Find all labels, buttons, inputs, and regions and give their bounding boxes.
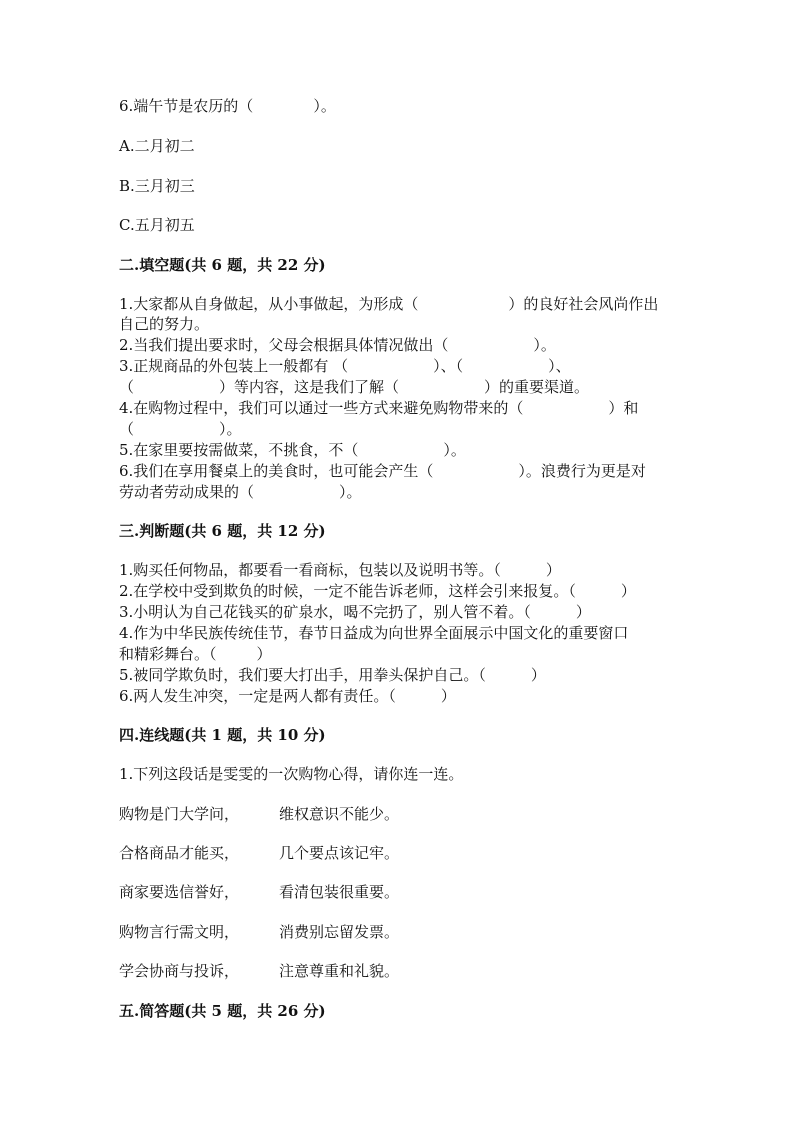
fill-line-3: 2.当我们提出要求时，父母会根据具体情况做出（ ）。 [119, 336, 556, 354]
judge-line-5: 和精彩舞台。（ ） [119, 645, 272, 663]
judge-line-2: 2.在学校中受到欺负的时候，一定不能告诉老师，这样会引来报复。（ ） [119, 582, 636, 600]
match-right-3: 看清包装很重要。 [279, 883, 400, 901]
match-left-4: 购物言行需文明， [119, 923, 240, 941]
option-c: C.五月初五 [119, 216, 195, 234]
match-right-5: 注意尊重和礼貌。 [279, 962, 400, 980]
match-right-4: 消费别忘留发票。 [279, 923, 400, 941]
question-6-stem: 6.端午节是农历的（ ）。 [119, 97, 336, 115]
judge-line-7: 6.两人发生冲突，一定是两人都有责任。（ ） [119, 687, 456, 705]
fill-line-10: 劳动者劳动成果的（ ）。 [119, 483, 362, 501]
section-3-heading: 三.判断题(共 6 题，共 12 分) [119, 522, 326, 540]
judge-line-4: 4.作为中华民族传统佳节，春节日益成为向世界全面展示中国文化的重要窗口 [119, 624, 629, 642]
section-4-heading: 四.连线题(共 1 题，共 10 分) [119, 726, 326, 744]
fill-line-1: 1.大家都从自身做起，从小事做起，为形成（ ）的良好社会风尚作出 [119, 295, 659, 313]
fill-line-4: 3.正规商品的外包装上一般都有 （ ）、（ ）、 [119, 357, 571, 375]
fill-line-5: （ ）等内容，这是我们了解（ ）的重要渠道。 [119, 378, 590, 396]
match-left-5: 学会协商与投诉， [119, 962, 240, 980]
match-left-2: 合格商品才能买， [119, 844, 240, 862]
option-a: A.二月初二 [119, 137, 195, 155]
match-left-3: 商家要选信誉好， [119, 883, 240, 901]
fill-line-6: 4.在购物过程中，我们可以通过一些方式来避免购物带来的（ ）和 [119, 399, 639, 417]
fill-line-2: 自己的努力。 [119, 315, 210, 333]
match-left-1: 购物是门大学问， [119, 805, 240, 823]
option-b: B.三月初三 [119, 177, 195, 195]
fill-line-9: 6.我们在享用餐桌上的美食时，也可能会产生（ ）。浪费行为更是对 [119, 462, 646, 480]
match-right-2: 几个要点该记牢。 [279, 844, 400, 862]
judge-line-6: 5.被同学欺负时，我们要大打出手，用拳头保护自己。（ ） [119, 666, 546, 684]
fill-line-7: （ ）。 [119, 420, 242, 438]
fill-line-8: 5.在家里要按需做菜，不挑食，不（ ）。 [119, 441, 466, 459]
section-2-heading: 二.填空题(共 6 题，共 22 分) [119, 256, 326, 274]
judge-line-1: 1.购买任何物品，都要看一看商标，包装以及说明书等。（ ） [119, 561, 561, 579]
section-5-heading: 五.简答题(共 5 题，共 26 分) [119, 1002, 326, 1020]
judge-line-3: 3.小明认为自己花钱买的矿泉水，喝不完扔了，别人管不着。（ ） [119, 603, 591, 621]
match-right-1: 维权意识不能少。 [279, 805, 400, 823]
match-prompt: 1.下列这段话是雯雯的一次购物心得，请你连一连。 [119, 765, 464, 783]
